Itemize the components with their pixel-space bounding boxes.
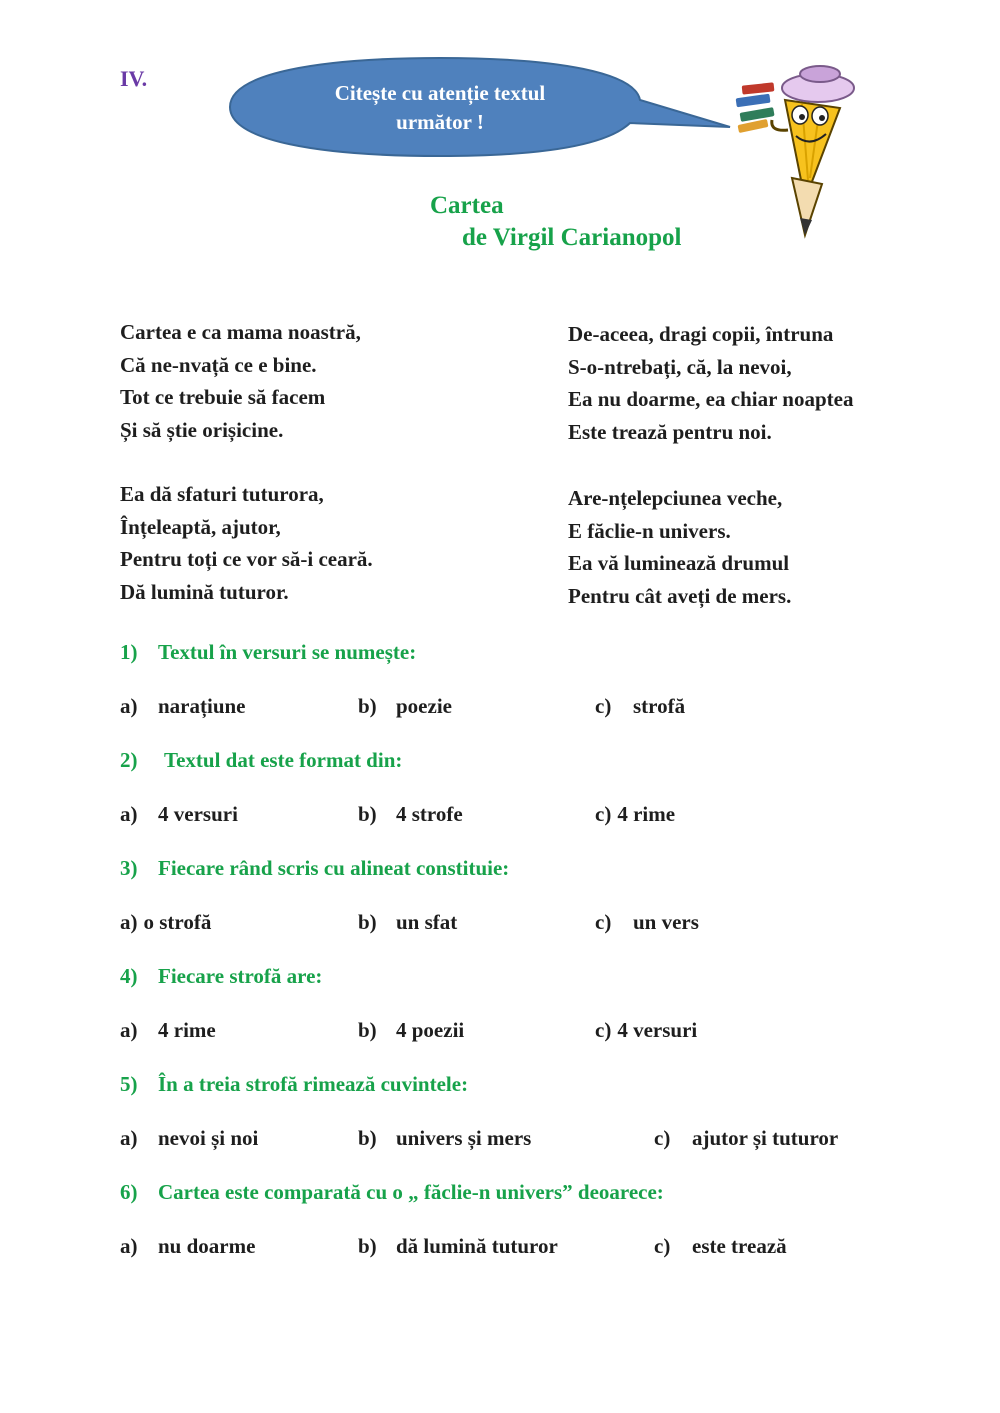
q6-option-b[interactable] [358, 1234, 558, 1259]
stanza-2 [120, 478, 373, 608]
poem-author: de Virgil Carianopol [462, 224, 682, 251]
stanza-3 [568, 318, 853, 448]
q5-option-c[interactable] [654, 1126, 838, 1151]
option-text: 4 versuri [617, 1018, 698, 1042]
option-text: 4 versuri [158, 802, 238, 826]
verse: Înțeleaptă, ajutor, [120, 514, 281, 539]
verse: Că ne-nvață ce e bine. [120, 352, 317, 377]
option-text: dă lumină tuturor [396, 1234, 558, 1258]
option-letter: c) [654, 1234, 671, 1258]
verse: Cartea e ca mama noastră, [120, 320, 361, 344]
pencil-mascot-icon [730, 60, 860, 240]
verse: Are-nțelepciunea veche, [568, 486, 783, 510]
verse: Pentru cât aveți de mers. [568, 583, 792, 608]
question-3 [120, 856, 509, 881]
bubble-line-1: Citește cu atenție textul [334, 81, 546, 105]
option-letter: b) [358, 1018, 377, 1042]
question-number: 3) [120, 856, 138, 880]
q1-option-b[interactable] [358, 694, 452, 719]
verse: Și să știe orișicine. [120, 417, 284, 442]
option-letter: b) [358, 910, 377, 934]
option-letter: a) [120, 1234, 138, 1258]
option-letter: a) [120, 802, 138, 826]
option-letter: c) [595, 694, 612, 718]
option-letter: b) [358, 694, 377, 718]
option-letter: b) [358, 1234, 377, 1258]
option-text: nu doarme [158, 1234, 256, 1258]
option-letter: a) [120, 910, 138, 934]
option-letter: a) [120, 694, 138, 718]
option-text: un sfat [396, 910, 458, 934]
option-letter: b) [358, 802, 377, 826]
q5-option-b[interactable] [358, 1126, 531, 1151]
option-letter: a) [120, 1126, 138, 1150]
question-6 [120, 1180, 664, 1205]
option-text: ajutor și tuturor [692, 1126, 839, 1150]
question-number: 1) [120, 640, 138, 664]
q2-option-a[interactable] [120, 802, 238, 827]
q3-option-c[interactable] [595, 910, 699, 935]
verse: Este trează pentru noi. [568, 419, 772, 444]
option-letter: c) [595, 802, 612, 826]
option-text: strofă [633, 694, 686, 718]
option-text: poezie [396, 694, 452, 718]
speech-bubble [225, 55, 745, 160]
question-number: 6) [120, 1180, 138, 1204]
option-letter: c) [595, 1018, 612, 1042]
stanza-4 [568, 482, 791, 612]
option-letter: b) [358, 1126, 377, 1150]
option-letter: a) [120, 1018, 138, 1042]
question-number: 2) [120, 748, 138, 772]
question-1 [120, 640, 416, 665]
verse: Ea dă sfaturi tuturora, [120, 482, 324, 506]
verse: S-o-ntrebați, că, la nevoi, [568, 354, 792, 379]
question-text: Textul în versuri se numește: [158, 640, 417, 664]
question-number: 5) [120, 1072, 138, 1096]
q1-option-a[interactable] [120, 694, 246, 719]
question-number: 4) [120, 964, 138, 988]
option-text: 4 strofe [396, 802, 463, 826]
option-text: este trează [692, 1234, 787, 1258]
question-4 [120, 964, 322, 989]
q2-option-c[interactable] [595, 802, 675, 827]
option-text: un vers [633, 910, 699, 934]
question-text: Fiecare strofă are: [158, 964, 323, 988]
question-text: Textul dat este format din: [164, 748, 403, 772]
verse: Ea nu doarme, ea chiar noaptea [568, 387, 854, 411]
option-text: univers și mers [396, 1126, 532, 1150]
question-5 [120, 1072, 468, 1097]
q4-option-c[interactable] [595, 1018, 697, 1043]
stanza-1 [120, 316, 361, 446]
q2-option-b[interactable] [358, 802, 463, 827]
verse: Ea vă luminează drumul [568, 551, 790, 575]
section-number: IV. [120, 66, 148, 91]
option-text: nevoi și noi [158, 1126, 259, 1150]
option-text: o strofă [143, 910, 212, 934]
option-letter: c) [595, 910, 612, 934]
q3-option-b[interactable] [358, 910, 457, 935]
question-text: În a treia strofă rimează cuvintele: [158, 1072, 469, 1096]
verse: De-aceea, dragi copii, întruna [568, 322, 834, 346]
bubble-line-2: următor ! [396, 110, 484, 134]
verse: Dă lumină tuturor. [120, 579, 289, 604]
option-text: 4 rime [158, 1018, 216, 1042]
q4-option-a[interactable] [120, 1018, 216, 1043]
verse: Tot ce trebuie să facem [120, 385, 326, 409]
verse: Pentru toți ce vor să-i ceară. [120, 547, 373, 571]
option-text: 4 rime [617, 802, 676, 826]
poem-title: Cartea [430, 192, 504, 219]
bubble-text [265, 79, 615, 137]
option-text: narațiune [158, 694, 246, 718]
option-letter: c) [654, 1126, 671, 1150]
q1-option-c[interactable] [595, 694, 685, 719]
verse: E făclie-n univers. [568, 518, 731, 543]
question-text: Cartea este comparată cu o „ făclie-n univers” deoarece: [158, 1180, 664, 1204]
question-text: Fiecare rând scris cu alineat constituie: [158, 856, 510, 880]
option-text: 4 poezii [396, 1018, 465, 1042]
q5-option-a[interactable] [120, 1126, 258, 1151]
q3-option-a[interactable] [120, 910, 211, 935]
question-2 [120, 748, 402, 773]
q6-option-c[interactable] [654, 1234, 787, 1259]
q4-option-b[interactable] [358, 1018, 464, 1043]
q6-option-a[interactable] [120, 1234, 255, 1259]
